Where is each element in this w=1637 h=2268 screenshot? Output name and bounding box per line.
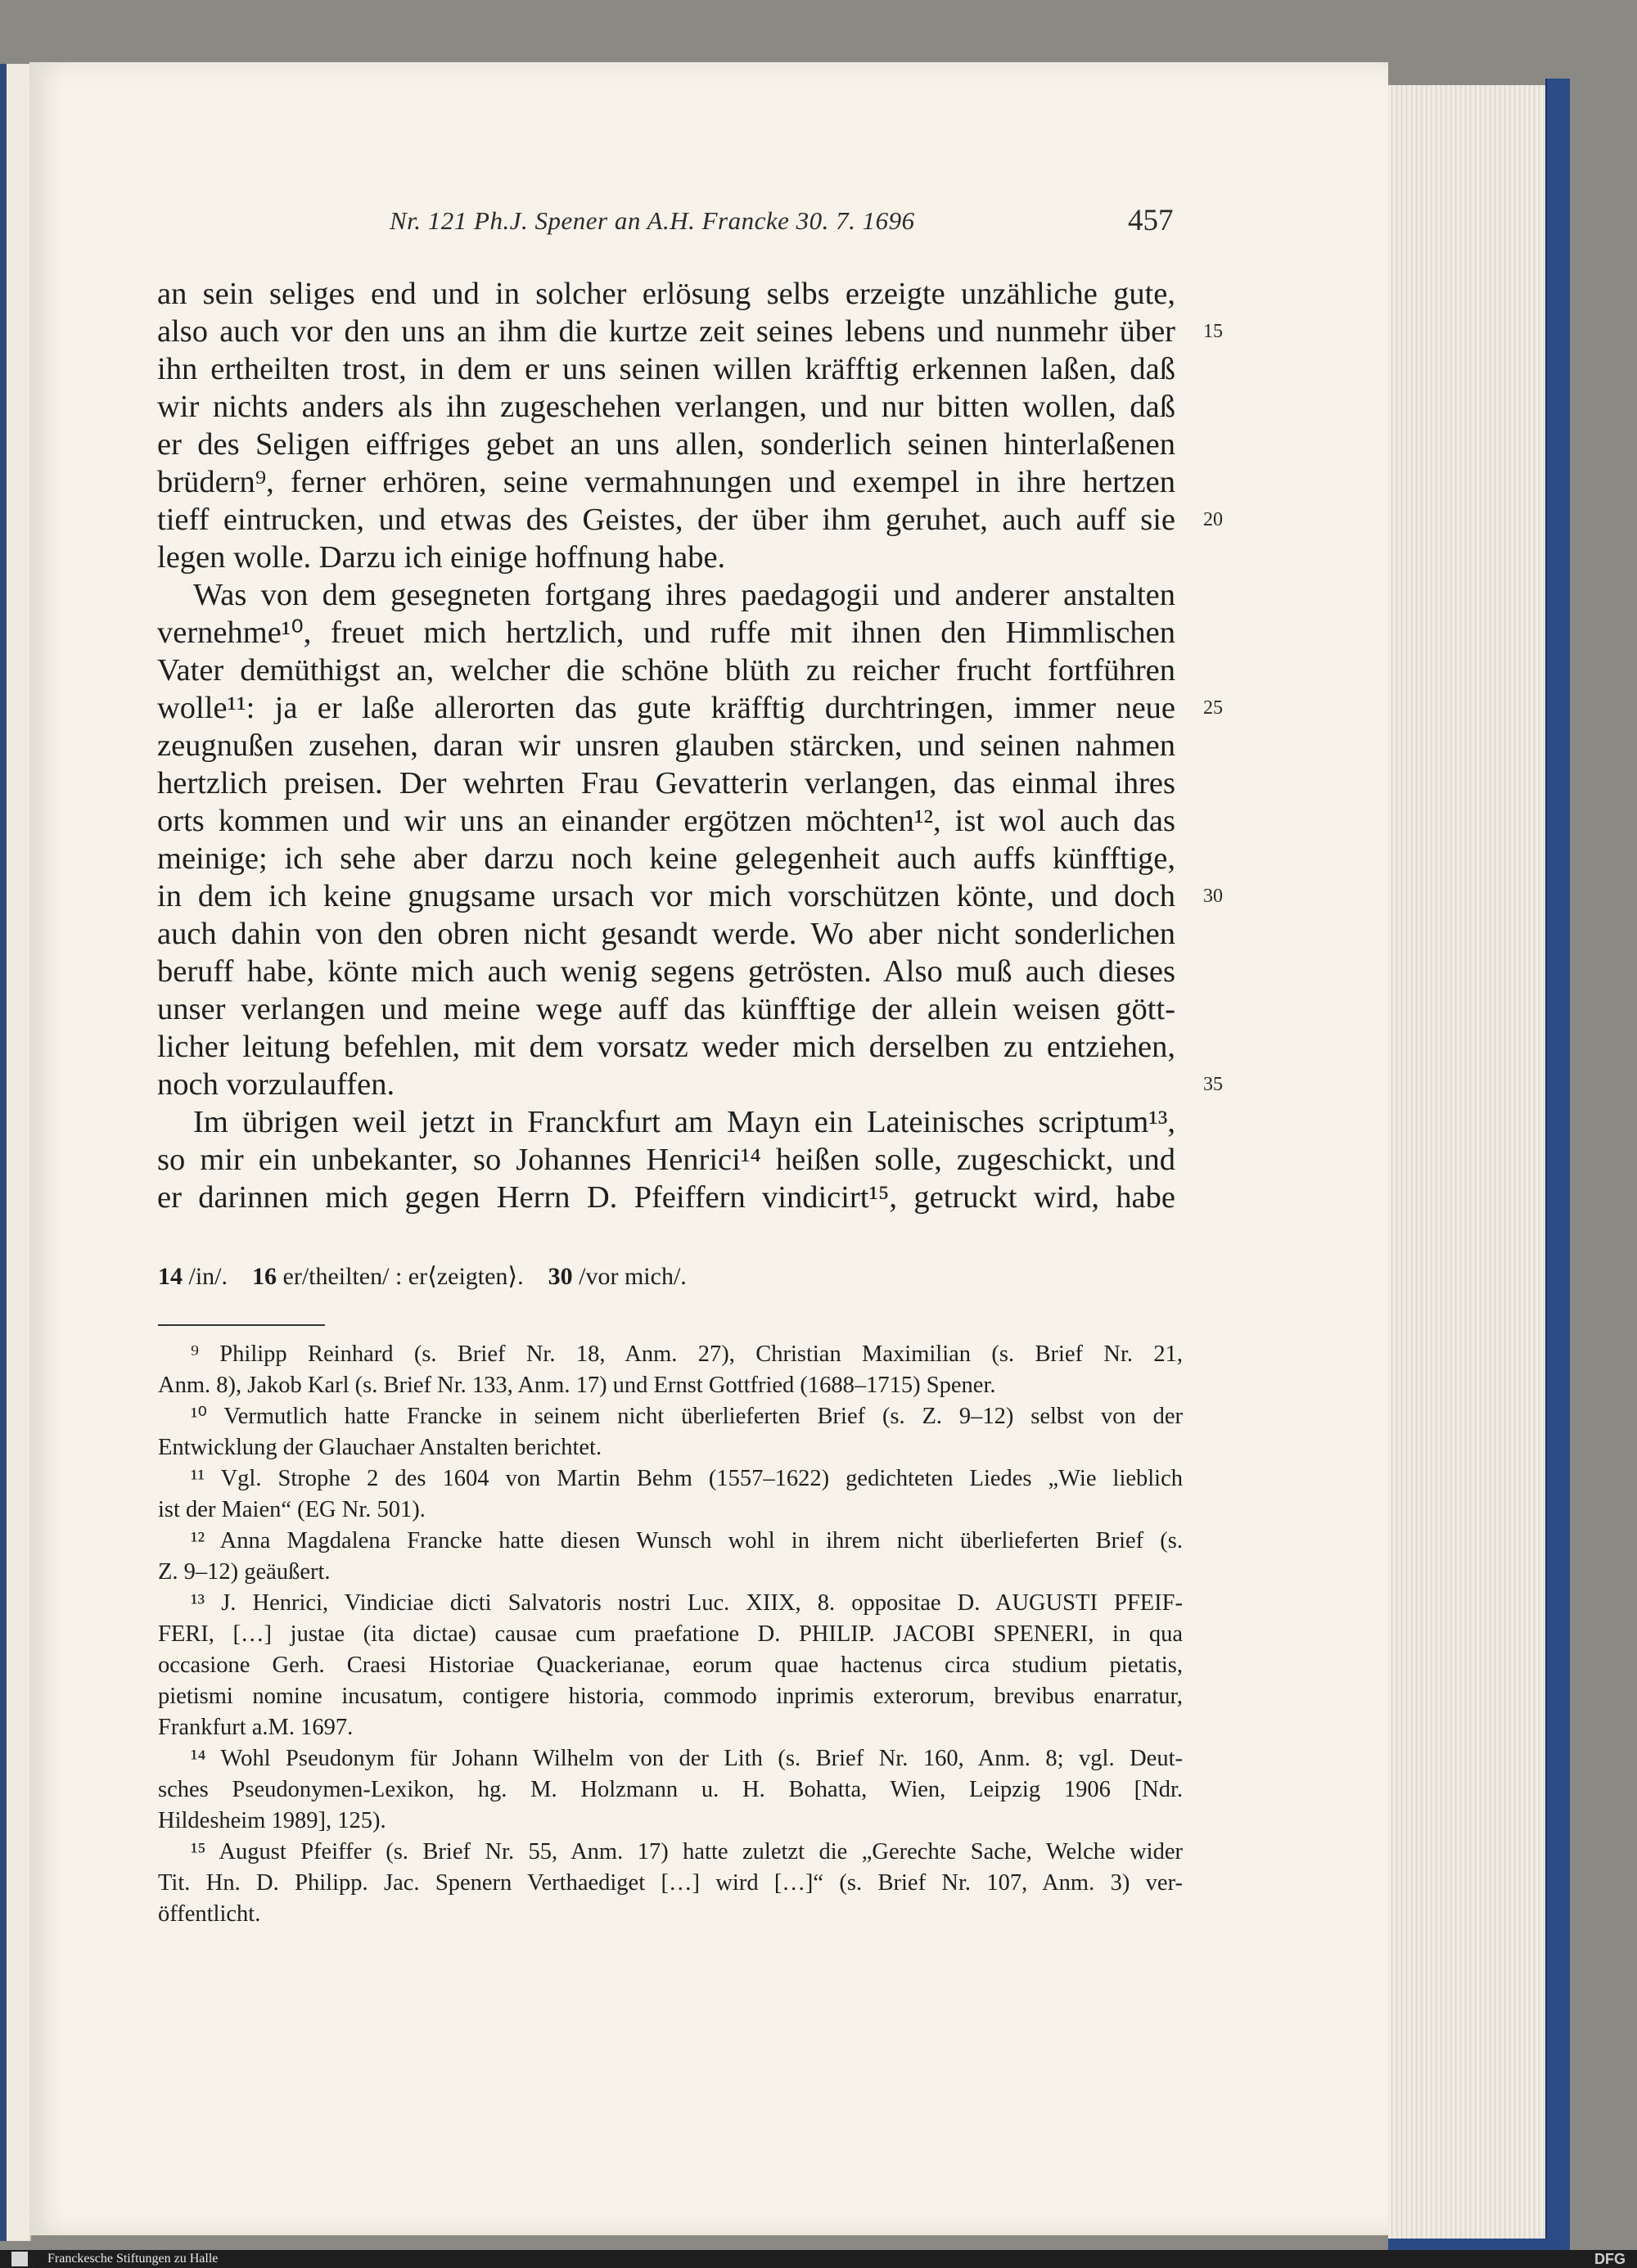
- footnote-line: ¹⁴ Wohl Pseudonym für Johann Wilhelm von der Lith (s. Brief Nr. 160, Anm. 8; vgl. Deut-: [191, 1746, 1183, 1771]
- text-line: beruff habe, könte mich auch wenig segens getrösten. Also muß auch dieses: [157, 954, 1175, 989]
- text-line: also auch vor den uns an ihm die kurtze zeit seines lebens und nunmehr über: [157, 314, 1175, 349]
- text-line: wolle¹¹: ja er laße allerorten das gute kräfftig durchtringen, immer neue: [157, 691, 1175, 725]
- footnote-line: öffentlicht.: [158, 1901, 261, 1927]
- line-number: 20: [1203, 509, 1223, 530]
- footnote-line: Anm. 8), Jakob Karl (s. Brief Nr. 133, Anm. 17) und Ernst Gottfried (1688–1715) Spener.: [158, 1373, 996, 1398]
- text-line: an sein seliges end und in solcher erlösung selbs erzeigte unzähliche gute,: [157, 277, 1175, 311]
- page-number: 457: [1128, 204, 1174, 237]
- text-line: er des Seligen eiffriges gebet an uns allen, sonderlich seinen hinterlaßenen: [157, 427, 1175, 462]
- footer-institution: Franckesche Stiftungen zu Halle: [47, 2252, 219, 2266]
- running-title: Nr. 121 Ph.J. Spener an A.H. Francke 30. 7. 1696: [390, 206, 915, 235]
- footnote-line: Frankfurt a.M. 1697.: [158, 1715, 354, 1740]
- footnote-line: ¹¹ Vgl. Strophe 2 des 1604 von Martin Behm (1557–1622) gedichteten Liedes „Wie lieblich: [191, 1466, 1183, 1491]
- footnote-rule: [158, 1324, 325, 1326]
- page-stack-edge: [1388, 85, 1545, 2250]
- critical-apparatus: [158, 1262, 687, 1291]
- footnote-line: Hildesheim 1989], 125).: [158, 1808, 386, 1833]
- text-line: legen wolle. Darzu ich einige hoffnung habe.: [157, 540, 726, 575]
- text-line: noch vorzulauffen.: [157, 1067, 395, 1102]
- footnote-line: Z. 9–12) geäußert.: [158, 1559, 331, 1585]
- text-line: wir nichts anders als ihn zugeschehen verlangen, und nur bitten wollen, daß: [157, 390, 1175, 424]
- footer-dfg-logo: DFG: [1594, 2251, 1626, 2267]
- footnote-line: Entwicklung der Glauchaer Anstalten berichtet.: [158, 1435, 602, 1460]
- institution-logo-icon: [11, 2252, 28, 2266]
- text-line: er darinnen mich gegen Herrn D. Pfeiffern vindicirt¹⁵, getruckt wird, habe: [157, 1180, 1175, 1215]
- text-line: ihn ertheilten trost, in dem er uns seinen willen kräfftig erkennen laßen, daß: [157, 352, 1175, 386]
- apparatus-line-ref: 14: [158, 1263, 183, 1290]
- text-line: auch dahin von den obren nicht gesandt werde. Wo aber nicht sonderlichen: [157, 917, 1175, 951]
- text-line: Im übrigen weil jetzt in Franckfurt am Mayn ein Lateinisches scriptum¹³,: [193, 1105, 1175, 1139]
- footnote-line: pietismi nomine incusatum, contigere historia, commodo inprimis exterorum, brevibus enarratur,: [158, 1684, 1183, 1709]
- text-line: unser verlangen und meine wege auff das künfftige der allein weisen gött-: [157, 992, 1175, 1026]
- text-line: vernehme¹⁰, freuet mich hertzlich, und ruffe mit ihnen den Himmlischen: [157, 615, 1175, 650]
- footnote-line: ¹⁵ August Pfeiffer (s. Brief Nr. 55, Anm. 17) hatte zuletzt die „Gerechte Sache, Welche wider: [191, 1839, 1183, 1864]
- viewer-footer-bar: [0, 2250, 1637, 2268]
- text-line: Vater demüthigst an, welcher die schöne blüth zu reicher frucht fortführen: [157, 653, 1175, 688]
- footnote-line: ¹² Anna Magdalena Francke hatte diesen Wunsch wohl in ihrem nicht überlieferten Brief (s.: [191, 1528, 1183, 1553]
- text-line: orts kommen und wir uns an einander ergötzen möchten¹², ist wol auch das: [157, 804, 1175, 838]
- text-line: so mir ein unbekanter, so Johannes Henrici¹⁴ heißen solle, zugeschickt, und: [157, 1143, 1175, 1177]
- apparatus-note: /in/.: [188, 1263, 228, 1290]
- text-line: in dem ich keine gnugsame ursach vor mich vorschützen könte, und doch: [157, 879, 1175, 913]
- footnote-line: Tit. Hn. D. Philipp. Jac. Spenern Verthaediget […] wird […]“ (s. Brief Nr. 107, Anm. 3) ver-: [158, 1870, 1183, 1896]
- footnote-line: FERI, […] justae (ita dictae) causae cum praefatione D. PHILIP. JACOBI SPENERI, in qua: [158, 1621, 1183, 1647]
- text-line: zeugnußen zusehen, daran wir unsren glauben stärcken, und seinen nahmen: [157, 728, 1175, 763]
- text-line: meinige; ich sehe aber darzu noch keine gelegenheit auch auffs künfftige,: [157, 841, 1175, 876]
- text-line: Was von dem gesegneten fortgang ihres paedagogii und anderer anstalten: [193, 578, 1175, 612]
- left-cover-strip: [0, 64, 7, 2241]
- apparatus-note: /vor mich/.: [579, 1263, 687, 1290]
- book-cover-bottom: [1388, 2239, 1568, 2250]
- footnote-line: ⁹ Philipp Reinhard (s. Brief Nr. 18, Anm. 27), Christian Maximilian (s. Brief Nr. 21,: [191, 1341, 1183, 1367]
- footnote-line: occasione Gerh. Craesi Historiae Quackerianae, eorum quae hactenus circa studium pietatis,: [158, 1653, 1183, 1678]
- line-number: 30: [1203, 886, 1223, 907]
- apparatus-line-ref: 30: [548, 1263, 573, 1290]
- footnote-line: ¹³ J. Henrici, Vindiciae dicti Salvatoris nostri Luc. XIIX, 8. oppositae D. AUGUSTI PFEIF-: [191, 1590, 1183, 1616]
- text-line: hertzlich preisen. Der wehrten Frau Gevatterin verlangen, das einmal ihres: [157, 766, 1175, 800]
- footnote-line: sches Pseudonymen-Lexikon, hg. M. Holzmann u. H. Bohatta, Wien, Leipzig 1906 [Ndr.: [158, 1777, 1183, 1802]
- running-header: [0, 206, 1637, 255]
- text-line: tieff eintrucken, und etwas des Geistes, der über ihm geruhet, auch auff sie: [157, 503, 1175, 537]
- footnote-line: ¹⁰ Vermutlich hatte Francke in seinem nicht überlieferten Brief (s. Z. 9–12) selbst von der: [191, 1404, 1183, 1429]
- text-line: licher leitung befehlen, mit dem vorsatz weder mich derselben zu entziehen,: [157, 1030, 1175, 1064]
- line-number: 15: [1203, 321, 1223, 342]
- footnote-line: ist der Maien“ (EG Nr. 501).: [158, 1497, 426, 1522]
- book-cover-edge: [1545, 79, 1570, 2256]
- text-line: brüdern⁹, ferner erhören, seine vermahnungen und exempel in ihre hertzen: [157, 465, 1175, 499]
- apparatus-note: er/theilten/ : er⟨zeigten⟩.: [282, 1263, 524, 1290]
- apparatus-line-ref: 16: [252, 1263, 277, 1290]
- line-number: 25: [1203, 697, 1223, 719]
- line-number: 35: [1203, 1074, 1223, 1095]
